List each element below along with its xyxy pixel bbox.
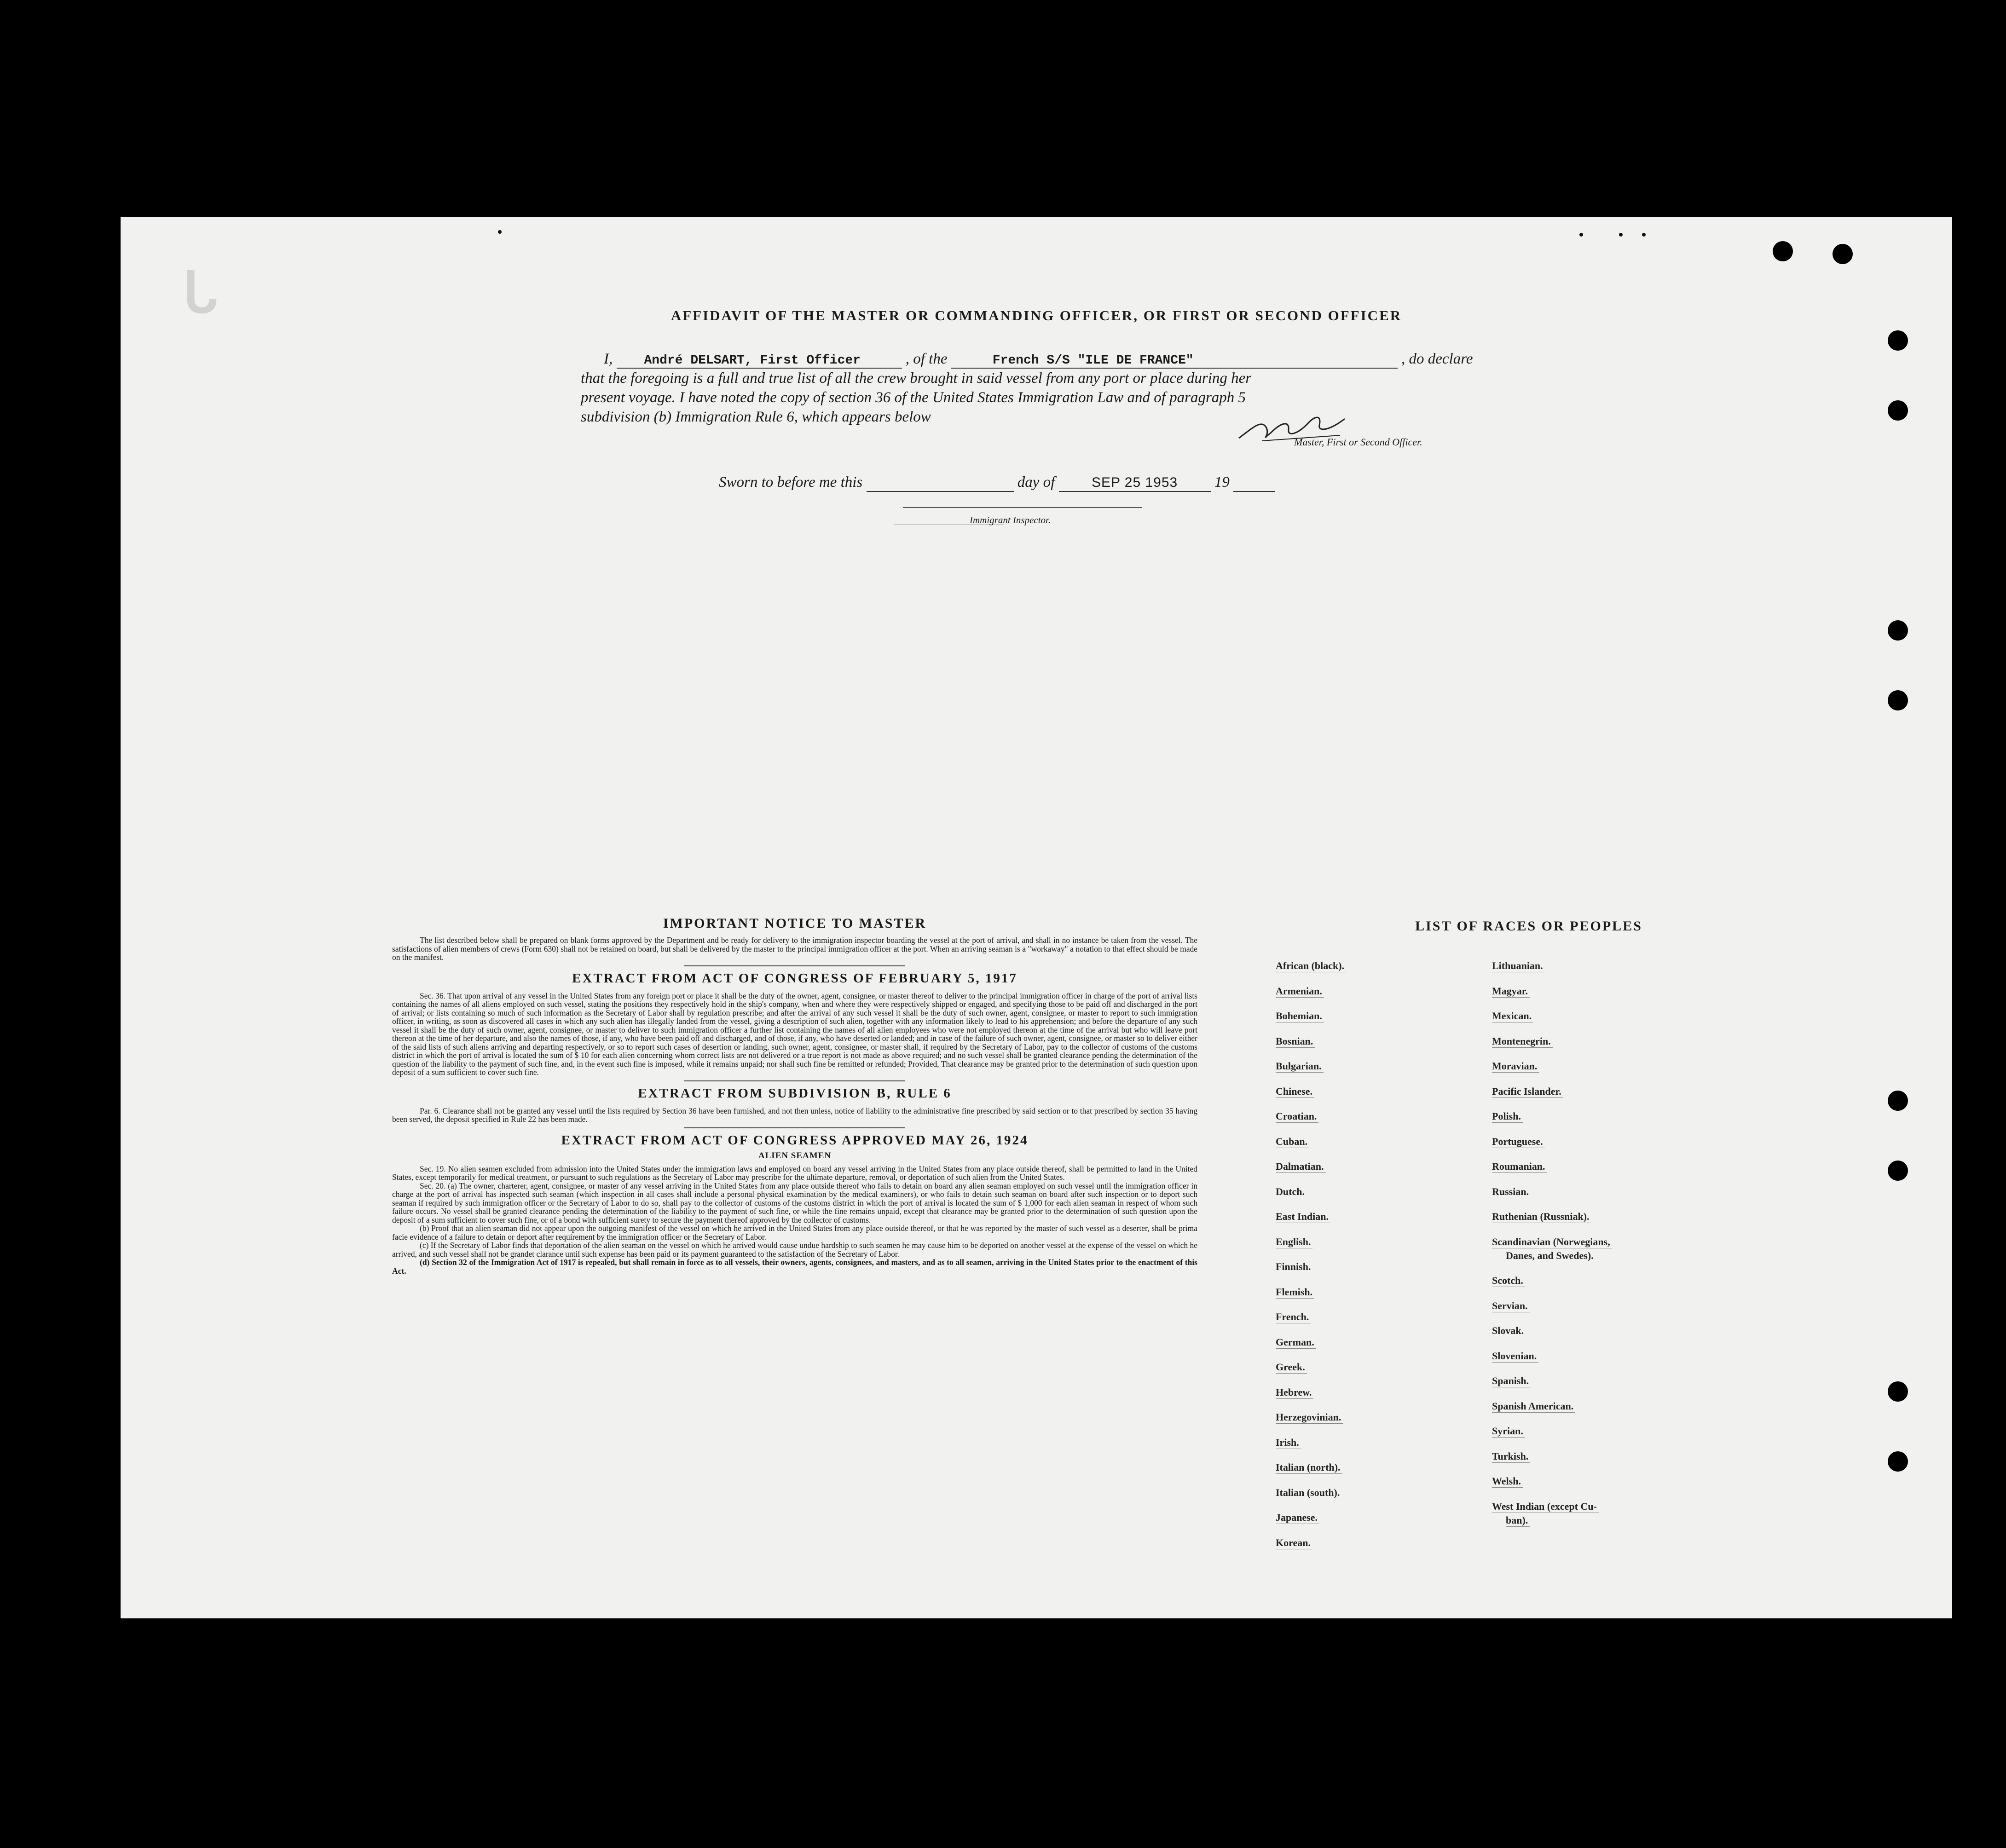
inspector-rule (903, 507, 1142, 508)
race-label: Magyar. (1492, 985, 1530, 998)
of-the-label: , of the (905, 351, 948, 367)
race-label: Chinese. (1276, 1086, 1314, 1098)
race-label: Hebrew. (1276, 1386, 1313, 1399)
race-label: West Indian (except Cu- (1492, 1501, 1599, 1513)
punch-hole (1888, 1381, 1908, 1402)
sworn-label: Sworn to before me this (719, 474, 863, 491)
extract1-body (392, 992, 1197, 1077)
race-label: Korean. (1276, 1537, 1312, 1549)
extract3-sec19: Sec. 19. No alien seamen excluded from admission into the United States under the immigration laws and employed on board any vessel arriving in the United States from any place outside thereof, shall be permitted to land in the United States, except temporarily for medical treatment, or pursuant to such regulations as the Secretary of Labor may prescribe for the ultimate departure, removal, or deportation of such alien from the United States. (392, 1164, 1197, 1182)
race-item (1276, 960, 1346, 972)
race-item (1276, 1211, 1330, 1223)
do-declare-label: , do declare (1401, 351, 1473, 367)
race-label: Dalmatian. (1276, 1161, 1326, 1173)
day-of-label: day of (1017, 474, 1055, 491)
race-label: Italian (south). (1276, 1487, 1341, 1499)
race-label: Mexican. (1492, 1010, 1533, 1022)
extract1-text: Sec. 36. That upon arrival of any vessel in the United States from any foreign port or place it shall be the duty of the owner, agent, consignee, or master thereof to deliver to the principal immigration officer in charge of the port of arrival lists containing the names of all aliens employed on such vessel, stating the positions they respectively hold in the ship's company, when and where they were respectively shipped or engaged, and specifying those to be paid off and discharged in the port of arrival; or lists containing so much of such information as the Secretary of Labor shall by regulation prescribe; and after the arrival of any such vessel it shall be the duty of such owner, agent, consignee, or master to report to such immigration officer, in writing, as soon as discovered all cases in which any such alien has illegally landed from the vessel, giving a description of such alien, together with any information likely to lead to his apprehension; and before the departure of any such vessel it shall be the duty of such owner, agent, consignee, or master to deliver to such immigration officer a further list containing the names of all alien employees who were not employed thereon at the time of the arrival but who will leave port thereon at the time of her departure, and also the names of those, if any, who have been paid off and discharged, and of those, if any, who have deserted or landed; and in case of the failure of such owner, agent, consignee, or master so to deliver either of the said lists of such aliens arriving and departing respectively, or so to report such cases of desertion or landing, such owner, agent, consignee, or master shall, if required by the Secretary of Labor, pay to the collector of customs of the customs district in which the port of arrival is located the sum of $ 10 for each alien concerning whom correct lists are not delivered or a true report is not made as above required; and no such vessel shall be granted clearance pending the determination of the question of the liability to the payment of such fine, and, in the event such fine is imposed, while it remains unpaid; nor shall such fine be remitted or refunded; Provided, That clearance may be granted prior to the determination of such question upon deposit of a sum sufficient to cover such fine. (392, 991, 1197, 1077)
punch-hole (1888, 1451, 1908, 1472)
race-label: Servian. (1492, 1300, 1530, 1312)
race-label: Danes, and Swedes). (1506, 1250, 1596, 1262)
officer-name: André DELSART (644, 353, 745, 368)
race-item (1276, 1512, 1319, 1524)
race-label: Montenegrin. (1492, 1035, 1553, 1048)
race-item (1492, 1250, 1596, 1262)
divider (684, 965, 905, 966)
race-label: Welsh. (1492, 1475, 1523, 1488)
race-label: Flemish. (1276, 1286, 1314, 1299)
race-item (1492, 985, 1530, 998)
race-label: African (black). (1276, 960, 1346, 972)
extract3-sec20c: (c) If the Secretary of Labor finds that deportation of the alien seaman on the vessel on which he arrived would cause undue hardship to such seamen he may cause him to be deported on another vessel at the expense of the vessel on which he arrived, and such vessel shall not be grandet clarance until such expense has been paid or its payment guaranteed to the satisfaction of the Secretary of Labor. (392, 1241, 1197, 1259)
race-label: Pacific Islander. (1492, 1086, 1563, 1098)
race-item (1492, 1375, 1531, 1387)
race-item (1492, 1300, 1530, 1312)
race-item (1276, 1336, 1316, 1349)
race-label: English. (1276, 1236, 1312, 1248)
race-item (1276, 1086, 1314, 1098)
race-item (1492, 960, 1545, 972)
race-item (1492, 1425, 1525, 1438)
race-label: Dutch. (1276, 1186, 1307, 1198)
extract3-sec20a: Sec. 20. (a) The owner, charterer, agent, consignee, or master of any vessel arriving in the United States from any place outside thereof who fails to detain on board any alien seaman employed on such vessel until the immigration officer in charge at the port of arrival has inspected such seaman (which inspection in all cases shall include a personal physical examination by the medical examiners), or who fails to detain such seaman on board after such inspection or to deport such seaman if required by such immigration officer or the Secretary of Labor to do so, shall pay to the collector of customs of the customs district in which the port of arrival is located the sum of $ 1,000 for each alien seaman in respect of whom such failure occurs. No vessel shall be granted clearance pending the determination of the liability to the payment of such fine, or while the fine remains unpaid, except that clearance may be granted prior to the determination of such question upon the deposit of a sum sufficient to cover such fine, or of a bond with sufficient surety to secure the payment thereof approved by the collector of customs. (392, 1181, 1197, 1224)
extract1-title: EXTRACT FROM ACT OF CONGRESS OF FEBRUARY 5, 1917 (572, 970, 1017, 986)
race-item (1492, 1161, 1547, 1173)
race-item (1492, 1035, 1553, 1048)
race-label: Finnish. (1276, 1261, 1312, 1273)
extract2-text: Par. 6. Clearance shall not be granted any vessel until the lists required by Section 36 have been furnished, and not then unless, notice of liability to the administrative fine prescribed by said section or to that prescribed by section 35 having been served, the deposit specified in Rule 22 has been made. (392, 1106, 1197, 1124)
signer-title: Master, First or Second Officer. (1294, 436, 1422, 448)
race-label: East Indian. (1276, 1211, 1330, 1223)
race-label: Italian (north). (1276, 1461, 1342, 1474)
inspector-label: Immigrant Inspector. (970, 514, 1051, 526)
race-label: ban). (1506, 1514, 1530, 1527)
race-item (1276, 1261, 1312, 1273)
notice-column (392, 916, 1197, 1275)
affidavit-i: I, (604, 351, 613, 367)
notice-text: The list described below shall be prepared on blank forms approved by the Department and be ready for delivery to the immigration inspector boarding the vessel at the port of arrival, and shall in no instance be taken from the vessel. The satisfactions of alien members of crews (Form 630) shall not be retained on board, but shall be delivered by the master to the principal immigration officer at the port. When an arriving seaman is a "workaway" a notation to that effect should be made on the manifest. (392, 936, 1197, 962)
race-item (1492, 1450, 1530, 1463)
notice-body (392, 936, 1197, 962)
race-label: Ruthenian (Russniak). (1492, 1211, 1591, 1223)
affidavit-line-3: present voyage. I have noted the copy of section 36 of the United States Immigration Law and of paragraph 5 (581, 389, 1246, 406)
race-label: Scandinavian (Norwegians, (1492, 1236, 1612, 1248)
race-label: Spanish American. (1492, 1400, 1575, 1413)
race-label: Bosnian. (1276, 1035, 1315, 1048)
race-label: Slovak. (1492, 1325, 1526, 1337)
race-label: Turkish. (1492, 1450, 1530, 1463)
date-stamp: SEP 25 1953 (1091, 475, 1178, 490)
affidavit-line-2: that the foregoing is a full and true list of all the crew brought in said vessel from any port or place during her (581, 370, 1252, 387)
race-item (1276, 1411, 1343, 1424)
race-label: Croatian. (1276, 1110, 1318, 1123)
race-label: Greek. (1276, 1361, 1307, 1374)
race-item (1276, 1010, 1324, 1022)
race-item (1492, 1475, 1523, 1488)
extract2-title: EXTRACT FROM SUBDIVISION B, RULE 6 (638, 1086, 952, 1101)
punch-hole (1773, 241, 1793, 261)
race-label: Lithuanian. (1492, 960, 1545, 972)
race-item (1276, 1461, 1342, 1474)
affidavit-line-4: subdivision (b) Immigration Rule 6, which appears below (581, 409, 931, 425)
race-item (1492, 1514, 1530, 1527)
divider (684, 1080, 905, 1081)
race-item (1276, 1136, 1309, 1148)
race-item (1492, 1060, 1539, 1073)
race-item (1276, 1386, 1313, 1399)
races-title: LIST OF RACES OR PEOPLES (1415, 918, 1642, 934)
sworn-day-blank (867, 474, 1014, 492)
punch-hole (1888, 620, 1908, 641)
year-prefix: 19 (1214, 474, 1230, 491)
officer-name-field (617, 353, 902, 369)
extract3-sec20d: (d) Section 32 of the Immigration Act of 1917 is repealed, but shall remain in force as to all vessels, their owners, agents, consignees, and masters, and as to all seamen, arriving in the United States prior to the enactment of this Act. (392, 1258, 1197, 1276)
race-item (1276, 1311, 1311, 1323)
vessel-name: French S/S "ILE DE FRANCE" (951, 353, 1398, 369)
punch-hole (1888, 1161, 1908, 1181)
race-item (1492, 1086, 1563, 1098)
speck (1642, 233, 1646, 237)
ghost-mark: ᒐ (183, 262, 218, 324)
race-item (1276, 1110, 1318, 1123)
race-label: Bulgarian. (1276, 1060, 1324, 1073)
speck (498, 230, 502, 234)
extract3-body (392, 1165, 1197, 1276)
race-label: Moravian. (1492, 1060, 1539, 1073)
race-label: Portuguese. (1492, 1136, 1545, 1148)
race-item (1492, 1186, 1531, 1198)
punch-hole (1888, 690, 1908, 710)
race-item (1276, 1161, 1326, 1173)
race-item (1276, 1186, 1307, 1198)
speck (1619, 233, 1623, 237)
race-item (1492, 1136, 1545, 1148)
race-item (1276, 1060, 1324, 1073)
race-label: Irish. (1276, 1437, 1301, 1449)
notice-title: IMPORTANT NOTICE TO MASTER (663, 916, 927, 931)
race-item (1276, 1361, 1307, 1374)
race-label: Cuban. (1276, 1136, 1309, 1148)
race-label: Japanese. (1276, 1512, 1319, 1524)
affidavit-title: AFFIDAVIT OF THE MASTER OR COMMANDING OFFICER, OR FIRST OR SECOND OFFICER (671, 307, 1402, 323)
race-item (1276, 985, 1324, 998)
race-item (1276, 1035, 1315, 1048)
affidavit-line-1 (581, 351, 1593, 369)
race-item (1492, 1236, 1612, 1248)
speck (1579, 233, 1583, 237)
race-label: Russian. (1492, 1186, 1531, 1198)
race-label: Bohemian. (1276, 1010, 1324, 1022)
race-label: Herzegovinian. (1276, 1411, 1343, 1424)
extract3-subtitle: ALIEN SEAMEN (758, 1150, 832, 1161)
sworn-line (719, 474, 1275, 492)
race-label: Polish. (1492, 1110, 1523, 1123)
race-item (1492, 1110, 1523, 1123)
punch-hole (1888, 1091, 1908, 1111)
punch-hole (1888, 330, 1908, 351)
race-label: Scotch. (1492, 1275, 1525, 1287)
race-item (1276, 1487, 1341, 1499)
race-label: German. (1276, 1336, 1316, 1349)
race-label: Armenian. (1276, 985, 1324, 998)
race-item (1492, 1325, 1526, 1337)
date-blank (1059, 474, 1211, 492)
race-label: Roumanian. (1492, 1161, 1547, 1173)
race-item (1492, 1010, 1533, 1022)
extract3-sec20b: (b) Proof that an alien seaman did not appear upon the outgoing manifest of the vessel on which he arrived in the United States from any place outside thereof, or that he was reported by the master of such vessel as a deserter, shall be prima facie evidence of a failure to detain or deport after requirement by the immigration officer or the Secretary of Labor. (392, 1224, 1197, 1242)
race-item (1276, 1286, 1314, 1299)
extract2-body (392, 1107, 1197, 1124)
race-item (1276, 1537, 1312, 1549)
race-label: Spanish. (1492, 1375, 1531, 1387)
race-item (1276, 1437, 1301, 1449)
year-blank (1233, 474, 1275, 492)
race-item (1492, 1400, 1575, 1413)
divider (684, 1127, 905, 1128)
race-item (1276, 1236, 1312, 1248)
race-item (1492, 1211, 1591, 1223)
race-label: French. (1276, 1311, 1311, 1323)
race-label: Slovenian. (1492, 1350, 1538, 1363)
race-item (1492, 1501, 1599, 1513)
race-label: Syrian. (1492, 1425, 1525, 1438)
extract3-title: EXTRACT FROM ACT OF CONGRESS APPROVED MAY 26, 1924 (561, 1132, 1029, 1148)
punch-hole (1888, 400, 1908, 421)
punch-hole (1833, 244, 1853, 264)
race-item (1492, 1350, 1538, 1363)
document-page (121, 217, 1952, 1618)
officer-rank: , First Officer (744, 353, 861, 368)
race-item (1492, 1275, 1525, 1287)
